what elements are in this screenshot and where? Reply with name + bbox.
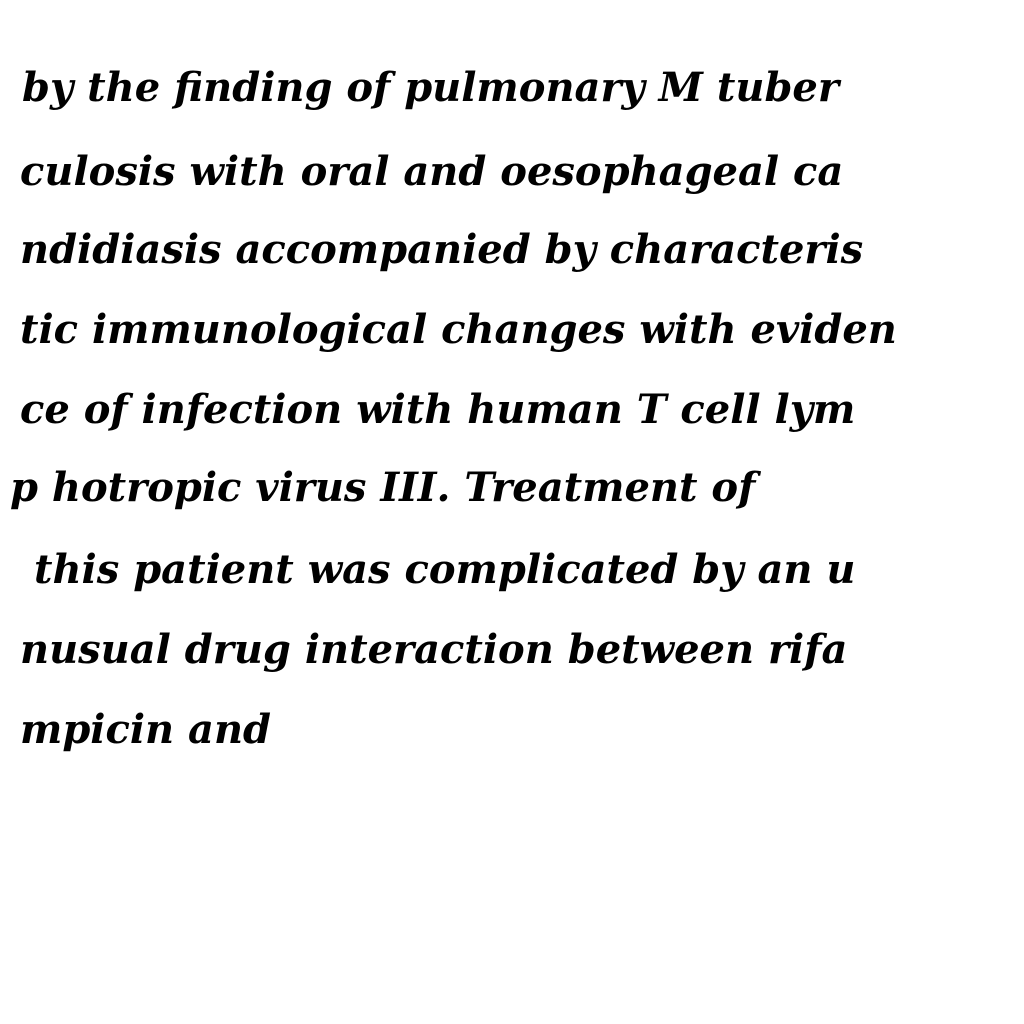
text-line-1: by the finding of pulmonary M tuber — [22, 64, 839, 111]
text-line-8: nusual drug interaction between rifa — [20, 626, 848, 673]
text-line-6: p hotropic virus III. Treatment of — [10, 464, 756, 511]
text-line-3: ndidiasis accompanied by characteris — [20, 226, 864, 273]
text-line-4: tic immunological changes with eviden — [20, 306, 897, 353]
text-line-9: mpicin and — [20, 706, 272, 753]
text-line-7: this patient was complicated by an u — [34, 546, 856, 593]
text-line-5: ce of infection with human T cell lym — [20, 386, 856, 433]
text-line-2: culosis with oral and oesophageal ca — [20, 148, 844, 195]
